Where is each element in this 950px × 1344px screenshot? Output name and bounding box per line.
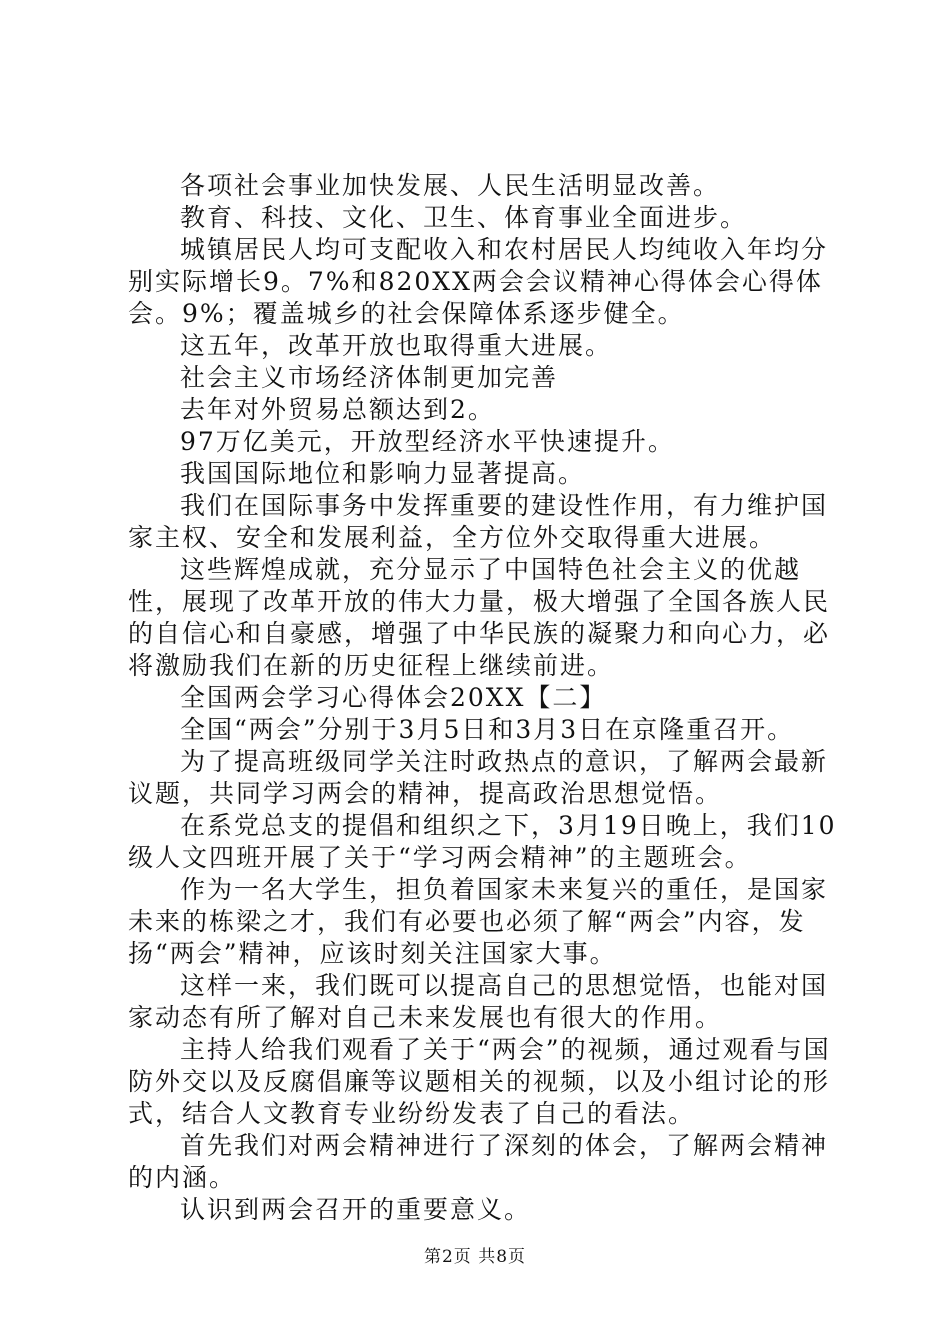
paragraph: 教育、科技、文化、卫生、体育事业全面进步。 [180, 203, 748, 232]
paragraph: 这样一来，我们既可以提高自己的思想觉悟，也能对国家动态有所了解对自己未来发展也有很大的作用。 [128, 971, 829, 1032]
paragraph: 97万亿美元，开放型经济水平快速提升。 [180, 427, 675, 456]
paragraph: 各项社会事业加快发展、人民生活明显改善。 [180, 171, 721, 200]
paragraph: 全国“两会”分别于3月5日和3月3日在京隆重召开。 [180, 715, 795, 744]
paragraph: 这些辉煌成就，充分显示了中国特色社会主义的优越性，展现了改革开放的伟大力量，极大增强了全国各族人民的自信心和自豪感，增强了中华民族的凝聚力和向心力，必将激励我们在新的历史征程上继续前进。 [128, 555, 831, 680]
page-number-footer: 第2页 共8页 [423, 1247, 527, 1267]
paragraph: 我国国际地位和影响力显著提高。 [180, 459, 586, 488]
document-body [128, 170, 838, 1226]
paragraph: 去年对外贸易总额达到2。 [180, 395, 495, 424]
paragraph: 认识到两会召开的重要意义。 [180, 1195, 532, 1224]
paragraph: 我们在国际事务中发挥重要的建设性作用，有力维护国家主权、安全和发展利益，全方位外交取得重大进展。 [128, 491, 829, 552]
paragraph: 城镇居民人均可支配收入和农村居民人均纯收入年均分别实际增长9。7%和820XX两会会议精神心得体会心得体会。9%；覆盖城乡的社会保障体系逐步健全。 [128, 235, 829, 328]
section-heading: 全国两会学习心得体会20XX【二】 [180, 683, 607, 712]
paragraph: 主持人给我们观看了关于“两会”的视频，通过观看与国防外交以及反腐倡廉等议题相关的视频，以及小组讨论的形式，结合人文教育专业纷纷发表了自己的看法。 [128, 1035, 831, 1128]
paragraph: 作为一名大学生，担负着国家未来复兴的重任，是国家未来的栋梁之才，我们有必要也必须了解“两会”内容，发扬“两会”精神，应该时刻关注国家大事。 [128, 875, 829, 968]
paragraph: 这五年，改革开放也取得重大进展。 [180, 331, 613, 360]
paragraph: 为了提高班级同学关注时政热点的意识，了解两会最新议题，共同学习两会的精神，提高政治思想觉悟。 [128, 747, 829, 808]
paragraph: 首先我们对两会精神进行了深刻的体会，了解两会精神的内涵。 [128, 1131, 829, 1192]
paragraph: 在系党总支的提倡和组织之下，3月19日晚上，我们10级人文四班开展了关于“学习两会精神”的主题班会。 [128, 811, 837, 872]
paragraph: 社会主义市场经济体制更加完善 [180, 363, 559, 392]
